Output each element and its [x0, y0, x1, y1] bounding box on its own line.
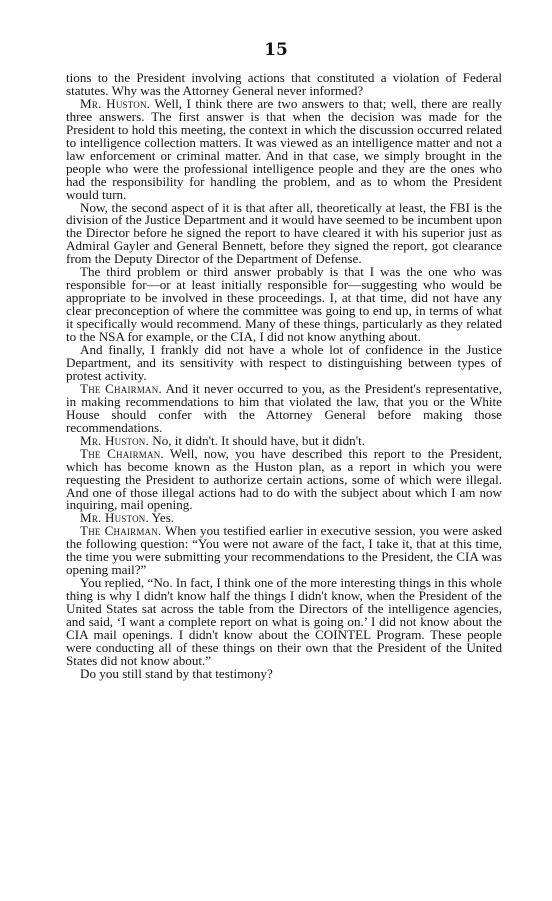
speaker-name: Mr. Huston.: [80, 432, 149, 448]
paragraph: [66, 665, 502, 681]
paragraph: [66, 344, 502, 383]
paragraph: [66, 577, 502, 668]
speaker-name: Mr. Huston.: [80, 95, 151, 111]
paragraph: [66, 266, 502, 344]
paragraph-text: When you testified earlier in executive session, you were asked the following question: “You were not aware of the fact, I take it, that at this time, the time you were submitting your recommendations to the President, the CIA was opening mail?”: [66, 523, 502, 578]
page-number: 15: [264, 40, 288, 60]
paragraph-text: Now, the second aspect of it is that after all, theoretically at least, the FBI is the division of the Justice Department and it would have seemed to be incumbent upon the Director before he signed the report to have cleared it with his superior just as Admiral Gayler and General Bennett, before they signed the report, got clearance from the Deputy Director of the Department of Defense.: [66, 199, 502, 267]
speaker-name: The Chairman.: [80, 380, 162, 396]
paragraph-text: And it never occurred to you, as the President's representative, in making recommendations to him that violated the law, that you or the White House should confer with the Attorney General before making those recommendations.: [66, 380, 502, 435]
paragraph-text: No, it didn't. It should have, but it didn't.: [148, 432, 365, 448]
body-text: [66, 72, 502, 681]
paragraph-text: Well, now, you have described this report to the President, which has become known as the Huston plan, as a report in which you were requesting the President to authorize certain actions, some of which were illegal. And one of those illegal actions had to do with the subject about which I am now inquiring, mail opening.: [66, 445, 502, 513]
paragraph: [66, 199, 502, 267]
paragraph-text: Yes.: [148, 510, 175, 526]
speaker-name: The Chairman.: [80, 523, 162, 539]
paragraph: [66, 445, 502, 513]
paragraph: [66, 525, 502, 577]
speaker-name: Mr. Huston.: [80, 510, 149, 526]
paragraph-text: Well, I think there are two answers to that; well, there are really three answers. The first answer is that when the decision was made for the President to hold this meeting, the context in which the discussion occurred related to intelligence collection matters. It was viewed as an intelligence matter and not a law enforcement or criminal matter. And in that case, we simply brought in the people who were the professional intelligence people and they are the ones who had the responsibility for handling the problem, and as to whom the President would turn.: [66, 95, 503, 202]
paragraph-text: Do you still stand by that testimony?: [80, 665, 273, 681]
paragraph-text: tions to the President involving actions that constituted a violation of Federal statutes. Why was the Attorney General never informed?: [66, 70, 502, 98]
paragraph-text: You replied, “No. In fact, I think one of the more interesting things in this whole thing is why I didn't know half the things I didn't know, when the President of the United States sat across the table from the Directors of the intelligence agencies, and said, ‘I want a complete report on what is going on.’ I did not know about the CIA mail openings. I didn't know about the COINTEL Program. These people were conducting all of these things on their own that the President of the United States did not know about.”: [66, 575, 502, 668]
speaker-name: The Chairman.: [80, 445, 164, 461]
paragraph-text: And finally, I frankly did not have a whole lot of confidence in the Justice Department, and its sensitivity with respect to distinguishing between types of protest activity.: [66, 342, 502, 383]
paragraph-text: The third problem or third answer probably is that I was the one who was responsible for—or at least initially responsible for—suggesting who would be appropriate to be involved in these proceedings. I, at that time, did not have any clear preconception of where the committee was going to end up, in terms of what it specifically would recommend. Many of these things, particularly as they related to the NSA for example, or the CIA, I did not know anything about.: [66, 264, 502, 345]
paragraph: [66, 380, 502, 435]
paragraph: [66, 95, 503, 202]
paragraph: [66, 72, 502, 98]
